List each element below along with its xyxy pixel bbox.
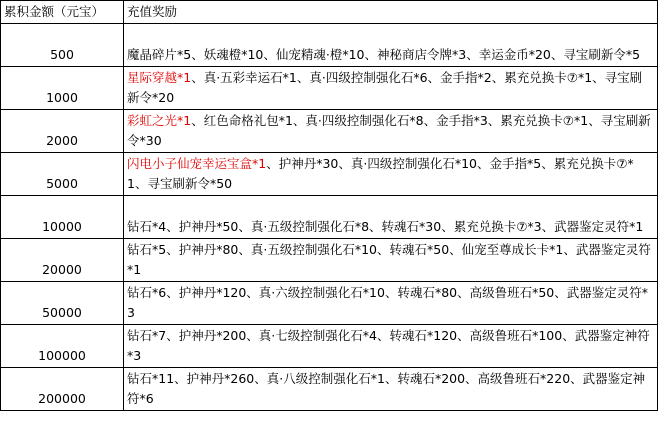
amount-cell: 2000: [1, 110, 124, 153]
reward-text: [127, 242, 651, 277]
reward-list: 钻石*11、护神丹*260、真·八级控制强化石*1、转魂石*200、高级鲁班石*220、武器鉴定神符*6: [127, 371, 646, 406]
reward-cell: [124, 153, 658, 196]
reward-text: [127, 156, 634, 191]
amount-cell: 1000: [1, 67, 124, 110]
header-row: [1, 1, 658, 24]
amount-cell: 50000: [1, 282, 124, 325]
table-body: [1, 1, 658, 411]
amount-cell: 200000: [1, 368, 124, 411]
highlight-reward: 闪电小子仙宠幸运宝盒*1: [127, 156, 267, 171]
reward-text: [127, 219, 643, 234]
reward-cell: [124, 110, 658, 153]
reward-text: [127, 371, 645, 406]
reward-list: 魔晶碎片*5、妖魂橙*10、仙宠精魂·橙*10、神秘商店令牌*3、幸运金币*20、寻宝刷新令*5: [127, 47, 641, 62]
reward-text: [127, 113, 651, 148]
reward-list: 、真·五彩幸运石*1、真·四级控制强化石*6、金手指*2、累充兑换卡⑦*1、寻宝刷新令*20: [127, 70, 643, 105]
reward-cell: [124, 325, 658, 368]
table-row: [1, 196, 658, 239]
reward-list: 钻石*5、护神丹*80、真·五级控制强化石*10、转魂石*50、仙宠至尊成长卡*1、武器鉴定灵符*1: [127, 242, 651, 277]
table-row: [1, 282, 658, 325]
reward-list: 钻石*7、护神丹*200、真·七级控制强化石*4、转魂石*120、高级鲁班石*100、武器鉴定神符*3: [127, 328, 650, 363]
amount-cell: 20000: [1, 239, 124, 282]
reward-list: 钻石*6、护神丹*120、真·六级控制强化石*10、转魂石*80、高级鲁班石*50、武器鉴定灵符*3: [127, 285, 649, 320]
table-row: [1, 368, 658, 411]
table-row: [1, 110, 658, 153]
table-row: [1, 67, 658, 110]
amount-header: 累积金额（元宝）: [1, 1, 124, 24]
reward-cell: [124, 196, 658, 239]
amount-cell: 100000: [1, 325, 124, 368]
table-row: [1, 153, 658, 196]
reward-cell: [124, 282, 658, 325]
table-row: [1, 239, 658, 282]
highlight-reward: 星际穿越*1: [127, 70, 192, 85]
reward-header: 充值奖励: [124, 1, 658, 24]
reward-text: [127, 70, 642, 105]
reward-cell: [124, 368, 658, 411]
reward-text: [127, 328, 650, 363]
reward-cell: [124, 24, 658, 67]
table-row: [1, 24, 658, 67]
reward-text: [127, 47, 640, 62]
amount-cell: 5000: [1, 153, 124, 196]
reward-list: 、护神丹*30、真·四级控制强化石*10、金手指*5、累充兑换卡⑦*1、寻宝刷新令*50: [127, 156, 634, 191]
reward-list: 、红色命格礼包*1、真·四级控制强化石*8、金手指*3、累充兑换卡⑦*1、寻宝刷新令*30: [127, 113, 651, 148]
table-row: [1, 325, 658, 368]
highlight-reward: 彩虹之光*1: [127, 113, 192, 128]
amount-cell: 10000: [1, 196, 124, 239]
reward-text: [127, 285, 648, 320]
amount-cell: 500: [1, 24, 124, 67]
reward-cell: [124, 239, 658, 282]
reward-list: 钻石*4、护神丹*50、真·五级控制强化石*8、转魂石*30、累充兑换卡⑦*3、武器鉴定灵符*1: [127, 219, 644, 234]
reward-cell: [124, 67, 658, 110]
